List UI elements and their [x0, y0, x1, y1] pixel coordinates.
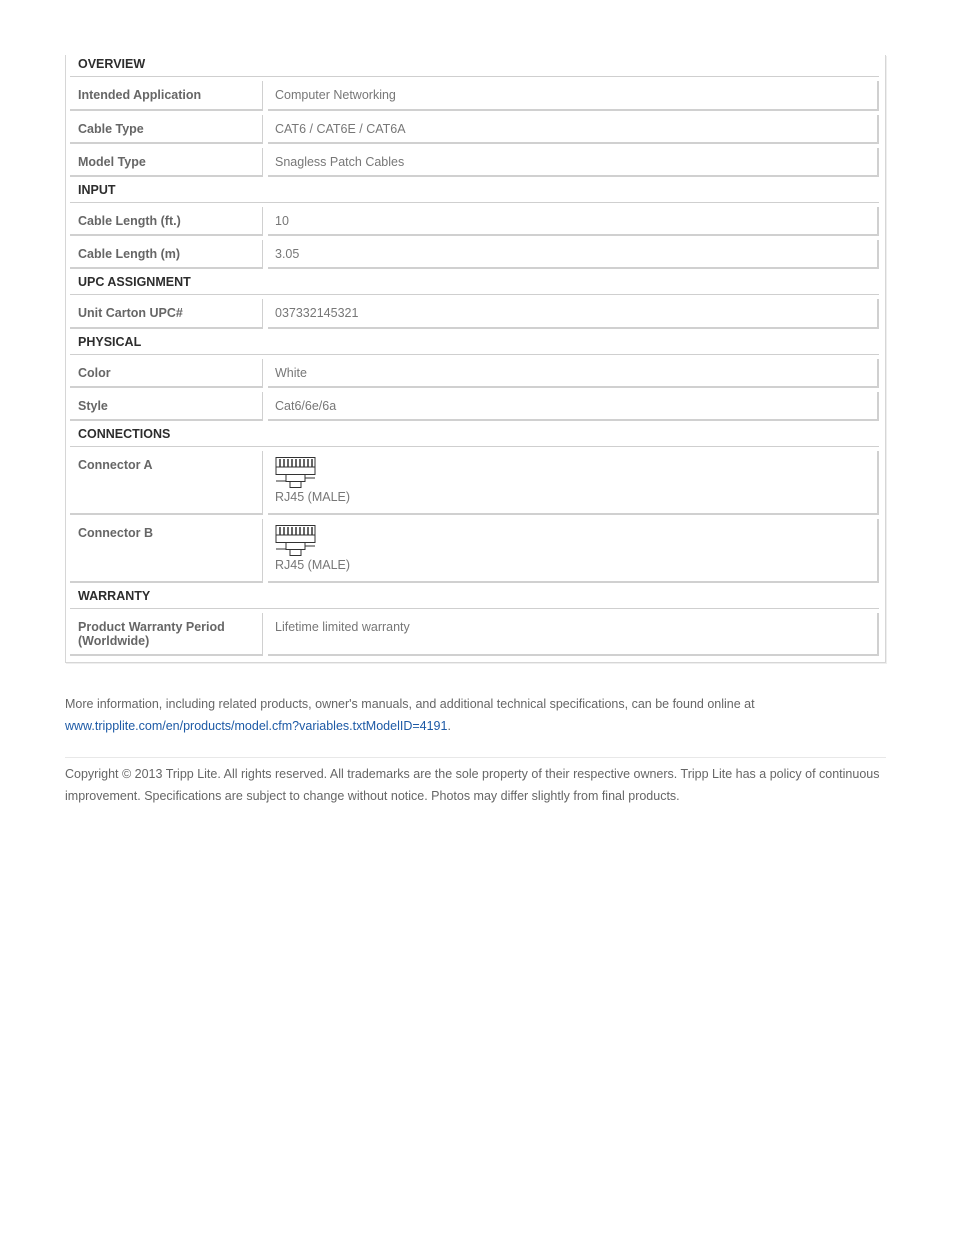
spec-row	[70, 240, 879, 269]
copyright-notice: Copyright © 2013 Tripp Lite. All rights reserved. All trademarks are the sole property of their respective owners. Tripp Lite has a policy of continuous improvement. Specifications are subject to change without notice. Photos may differ slightly from final products.	[65, 767, 880, 803]
footer-divider	[65, 757, 886, 758]
rj45-connector-icon	[275, 525, 317, 559]
spec-value: CAT6 / CAT6E / CAT6A	[268, 115, 879, 144]
spec-label: Connector B	[70, 519, 263, 583]
spec-label: Model Type	[70, 148, 263, 177]
section-header-warranty: WARRANTY	[70, 587, 879, 609]
spec-label: Unit Carton UPC#	[70, 299, 263, 329]
spec-value: 3.05	[268, 240, 879, 269]
spec-row	[70, 148, 879, 177]
spec-label: Cable Type	[70, 115, 263, 144]
spec-value: 10	[268, 207, 879, 236]
spec-row	[70, 207, 879, 236]
section-header-input: INPUT	[70, 181, 879, 203]
more-info-text: More information, including related products, owner's manuals, and additional technical specifications, can be found online at	[65, 697, 755, 711]
spec-row	[70, 115, 879, 144]
connector-type: RJ45 (MALE)	[275, 490, 351, 504]
link-suffix: .	[447, 719, 451, 733]
spec-row	[70, 359, 879, 388]
product-page-link[interactable]: www.tripplite.com/en/products/model.cfm?variables.txtModelID=4191	[65, 719, 448, 733]
spec-value: Cat6/6e/6a	[268, 392, 879, 421]
connector-value	[268, 451, 879, 515]
spec-value: Lifetime limited warranty	[268, 613, 879, 656]
more-info-paragraph	[65, 693, 886, 737]
spec-label: Connector A	[70, 451, 263, 515]
spec-label: Product Warranty Period (Worldwide)	[70, 613, 263, 656]
spec-table	[65, 55, 886, 663]
spec-label: Cable Length (m)	[70, 240, 263, 269]
spec-label: Style	[70, 392, 263, 421]
spec-value: 037332145321	[268, 299, 879, 329]
spec-row	[70, 392, 879, 421]
spec-label: Cable Length (ft.)	[70, 207, 263, 236]
spec-value: Computer Networking	[268, 81, 879, 111]
spec-row	[70, 519, 879, 583]
section-header-overview: OVERVIEW	[70, 55, 879, 77]
section-header-physical: PHYSICAL	[70, 333, 879, 355]
rj45-connector-icon	[275, 457, 317, 491]
connector-value	[268, 519, 879, 583]
connector-type: RJ45 (MALE)	[275, 558, 351, 572]
section-header-upc-assignment: UPC ASSIGNMENT	[70, 273, 879, 295]
section-header-connections: CONNECTIONS	[70, 425, 879, 447]
spec-row	[70, 81, 879, 111]
spec-value: Snagless Patch Cables	[268, 148, 879, 177]
spec-row	[70, 299, 879, 329]
spec-value: White	[268, 359, 879, 388]
spec-row	[70, 613, 879, 656]
spec-label: Intended Application	[70, 81, 263, 111]
spec-row	[70, 451, 879, 515]
spec-label: Color	[70, 359, 263, 388]
